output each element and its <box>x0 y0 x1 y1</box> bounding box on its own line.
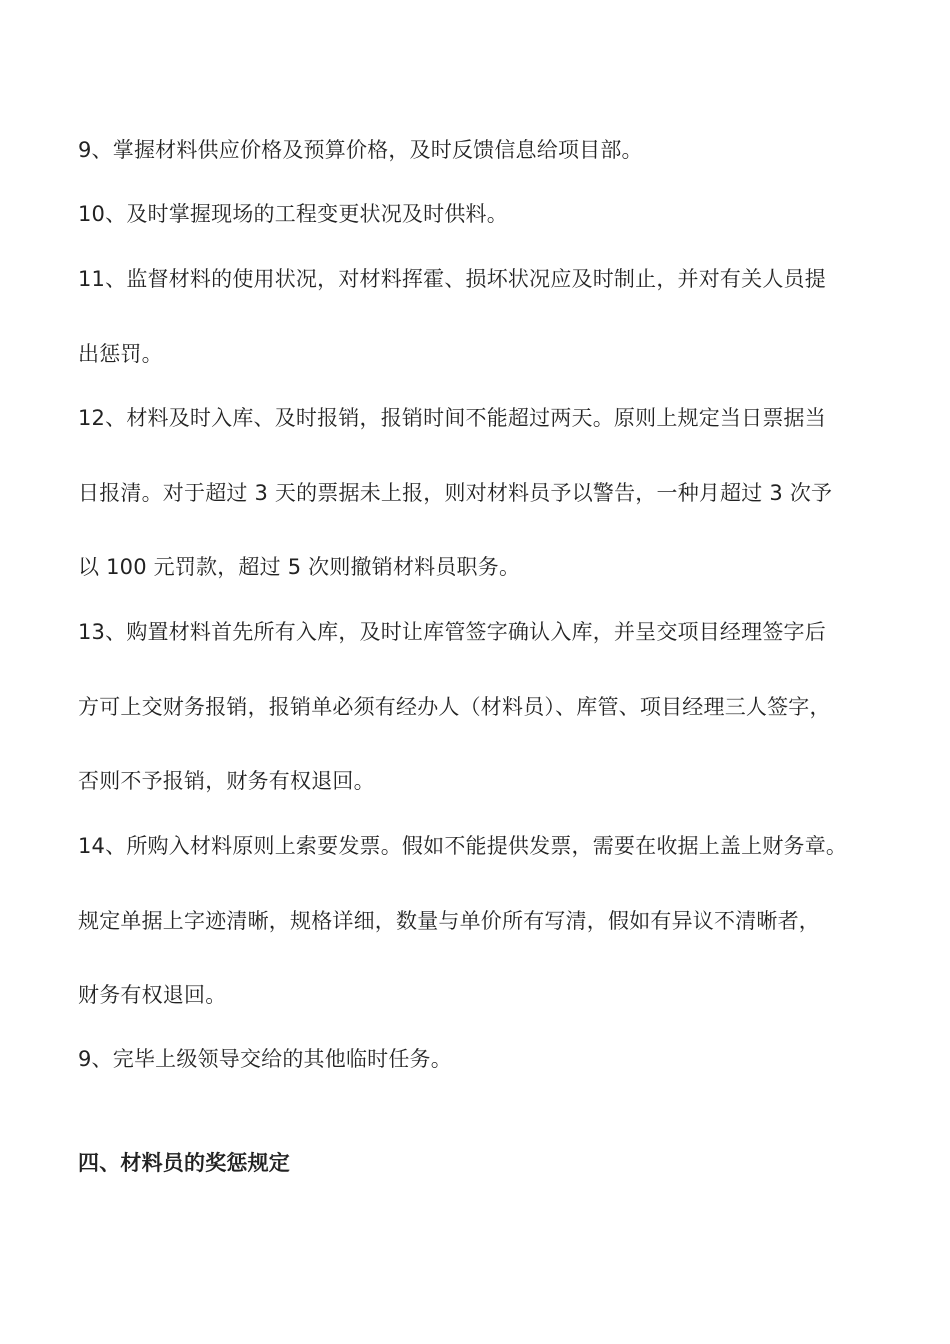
paragraph-line: 财务有权退回。 <box>78 983 227 1007</box>
paragraph-line: 否则不予报销，财务有权退回。 <box>78 769 375 793</box>
paragraph-line: 日报清。对于超过 3 天的票据未上报，则对材料员予以警告，一种月超过 3 次予 <box>78 481 833 505</box>
paragraph-line: 9、掌握材料供应价格及预算价格，及时反馈信息给项目部。 <box>78 138 643 162</box>
paragraph-line: 9、完毕上级领导交给的其他临时任务。 <box>78 1047 452 1071</box>
paragraph-line: 11、监督材料的使用状况，对材料挥霍、损坏状况应及时制止，并对有关人员提 <box>78 267 826 291</box>
paragraph-line: 13、购置材料首先所有入库，及时让库管签字确认入库，并呈交项目经理签字后 <box>78 620 826 644</box>
paragraph-line: 方可上交财务报销，报销单必须有经办人（材料员）、库管、项目经理三人签字， <box>78 695 831 719</box>
paragraph-line: 出惩罚。 <box>78 342 163 366</box>
section-heading: 四、材料员的奖惩规定 <box>78 1151 290 1175</box>
paragraph-line: 规定单据上字迹清晰，规格详细，数量与单价所有写清，假如有异议不清晰者， <box>78 909 820 933</box>
paragraph-line: 14、所购入材料原则上索要发票。假如不能提供发票，需要在收据上盖上财务章。 <box>78 834 848 858</box>
paragraph-line: 以 100 元罚款，超过 5 次则撤销材料员职务。 <box>78 555 521 579</box>
paragraph-line: 10、及时掌握现场的工程变更状况及时供料。 <box>78 202 508 226</box>
paragraph-line: 12、材料及时入库、及时报销，报销时间不能超过两天。原则上规定当日票据当 <box>78 406 826 430</box>
